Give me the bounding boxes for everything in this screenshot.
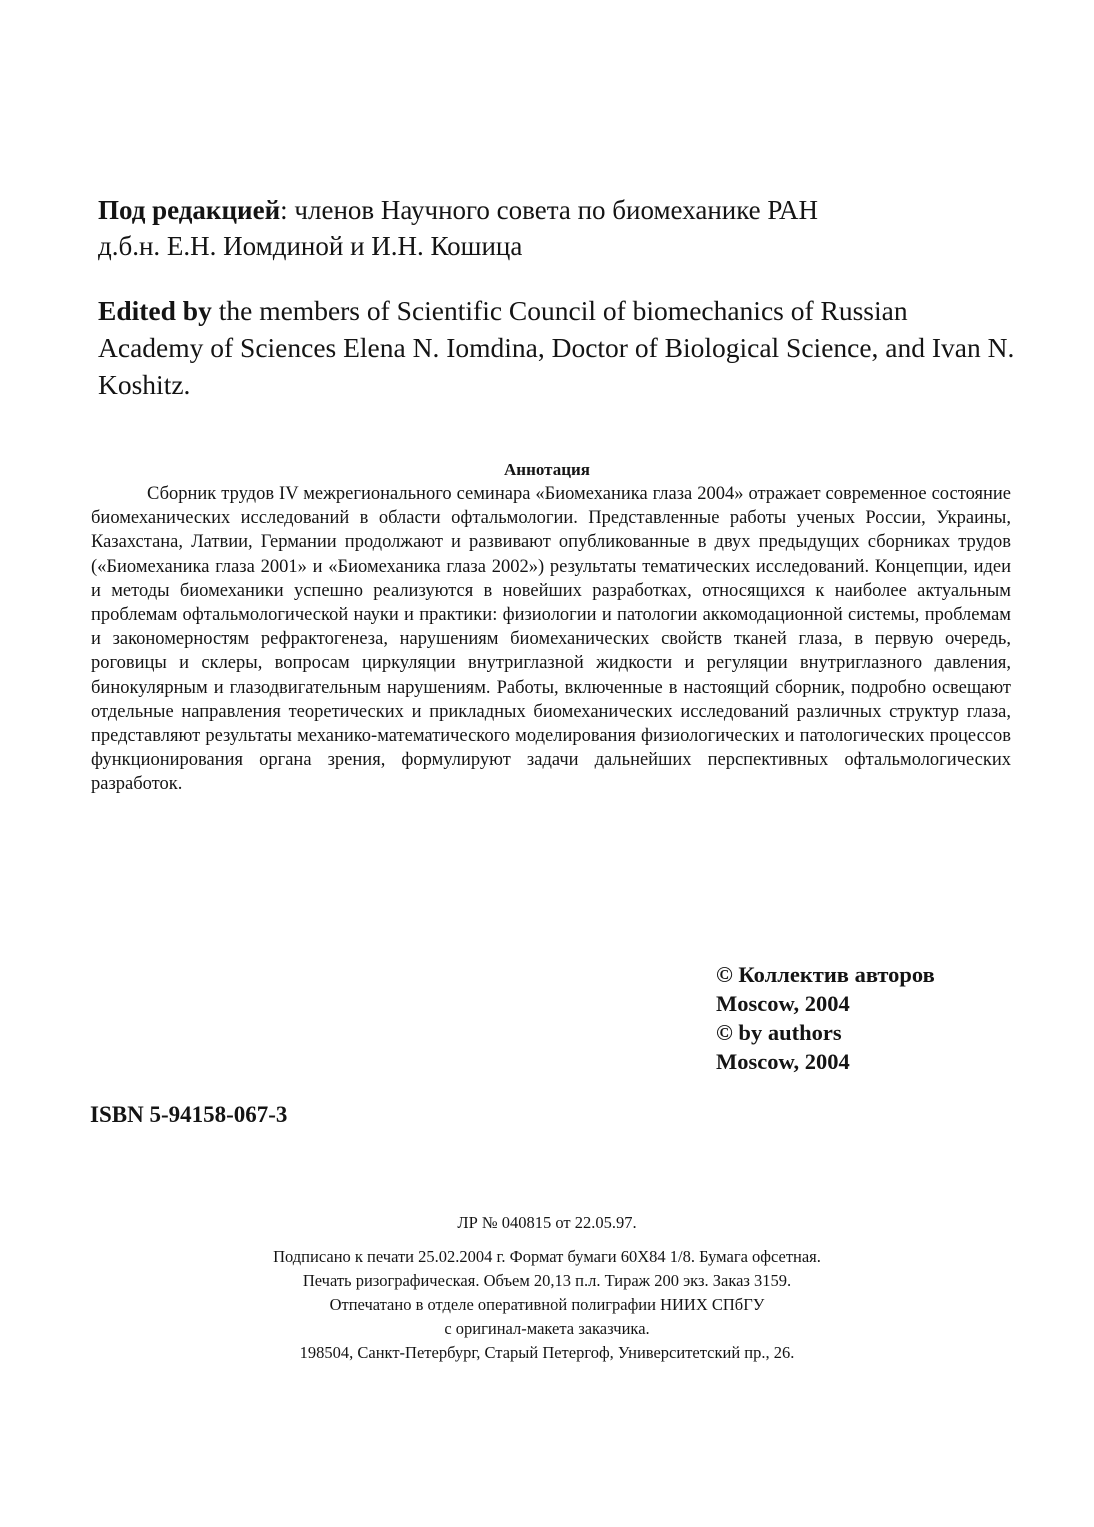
imprint-line: Подписано к печати 25.02.2004 г. Формат бумаги 60Х84 1/8. Бумага офсетная. <box>273 1247 821 1266</box>
copyright-ru: © Коллектив авторов <box>716 962 935 987</box>
editors-ru-line2: д.б.н. Е.Н. Иомдиной и И.Н. Кошица <box>98 231 523 261</box>
imprint-line: Отпечатано в отделе оперативной полиграфии НИИХ СПбГУ <box>329 1295 765 1314</box>
copyright-en-place: Moscow, 2004 <box>716 1049 850 1074</box>
isbn: ISBN 5-94158-067-3 <box>90 1102 288 1127</box>
editors-en <box>98 292 1018 403</box>
copyright-block <box>716 960 1046 1076</box>
license-number: ЛР № 040815 от 22.05.97. <box>457 1213 637 1232</box>
editors-ru-line1 <box>98 192 998 228</box>
editors-ru-lead: Под редакцией <box>98 195 281 225</box>
editors-en-text: the members of Scientific Council of biomechanics of Russian Academy of Sciences Elena N. Iomdina, Doctor of Biological Science, and Ivan N. Koshitz. <box>98 295 1015 400</box>
editors-ru <box>98 192 998 264</box>
annotation-body: Сборник трудов IV межрегионального семинара «Биомеханика глаза 2004» отражает современное состояние биомеханических исследований в области офтальмологии. Представленные работы ученых России, Украины, Казахстана, Латвии, Германии продолжают и развивают опубликованные в двух предыдущих сборниках трудов («Биомеханика глаза 2001» и «Биомеханика глаза 2002») результаты тематических исследований. Концепции, идеи и методы биомеханики успешно реализуются в новейших разработках, относящихся к наиболее актуальным проблемам офтальмологической науки и практики: физиологии и патологии аккомодационной системы, проблемам и закономерностям рефрактогенеза, нарушениям биомеханических свойств тканей глаза, в первую очередь, роговицы и склеры, вопросам циркуляции внутриглазной жидкости и регуляции внутриглазного давления, бинокулярным и глазодвигательным нарушениям. Работы, включенные в настоящий сборник, подробно освещают отдельные направления теоретических и прикладных биомеханических исследований различных структур глаза, представляют результаты механико-математического моделирования физиологических и патологических процессов функционирования органа зрения, формулируют задачи дальнейших перспективных офтальмологических разработок. <box>91 484 1011 795</box>
editors-en-lead: Edited by <box>98 295 212 326</box>
copyright-ru-place: Moscow, 2004 <box>716 991 850 1016</box>
annotation-title: Аннотация <box>504 460 590 479</box>
imprint-line: 198504, Санкт-Петербург, Старый Петергоф, Университетский пр., 26. <box>299 1343 795 1362</box>
imprint-line: с оригинал-макета заказчика. <box>444 1319 650 1338</box>
copyright-en: © by authors <box>716 1020 842 1045</box>
imprint-line: Печать ризографическая. Объем 20,13 п.л. Тираж 200 экз. Заказ 3159. <box>302 1271 792 1290</box>
imprint-block <box>0 1245 1094 1365</box>
editors-ru-text: : членов Научного совета по биомеханике РАН <box>280 195 818 225</box>
